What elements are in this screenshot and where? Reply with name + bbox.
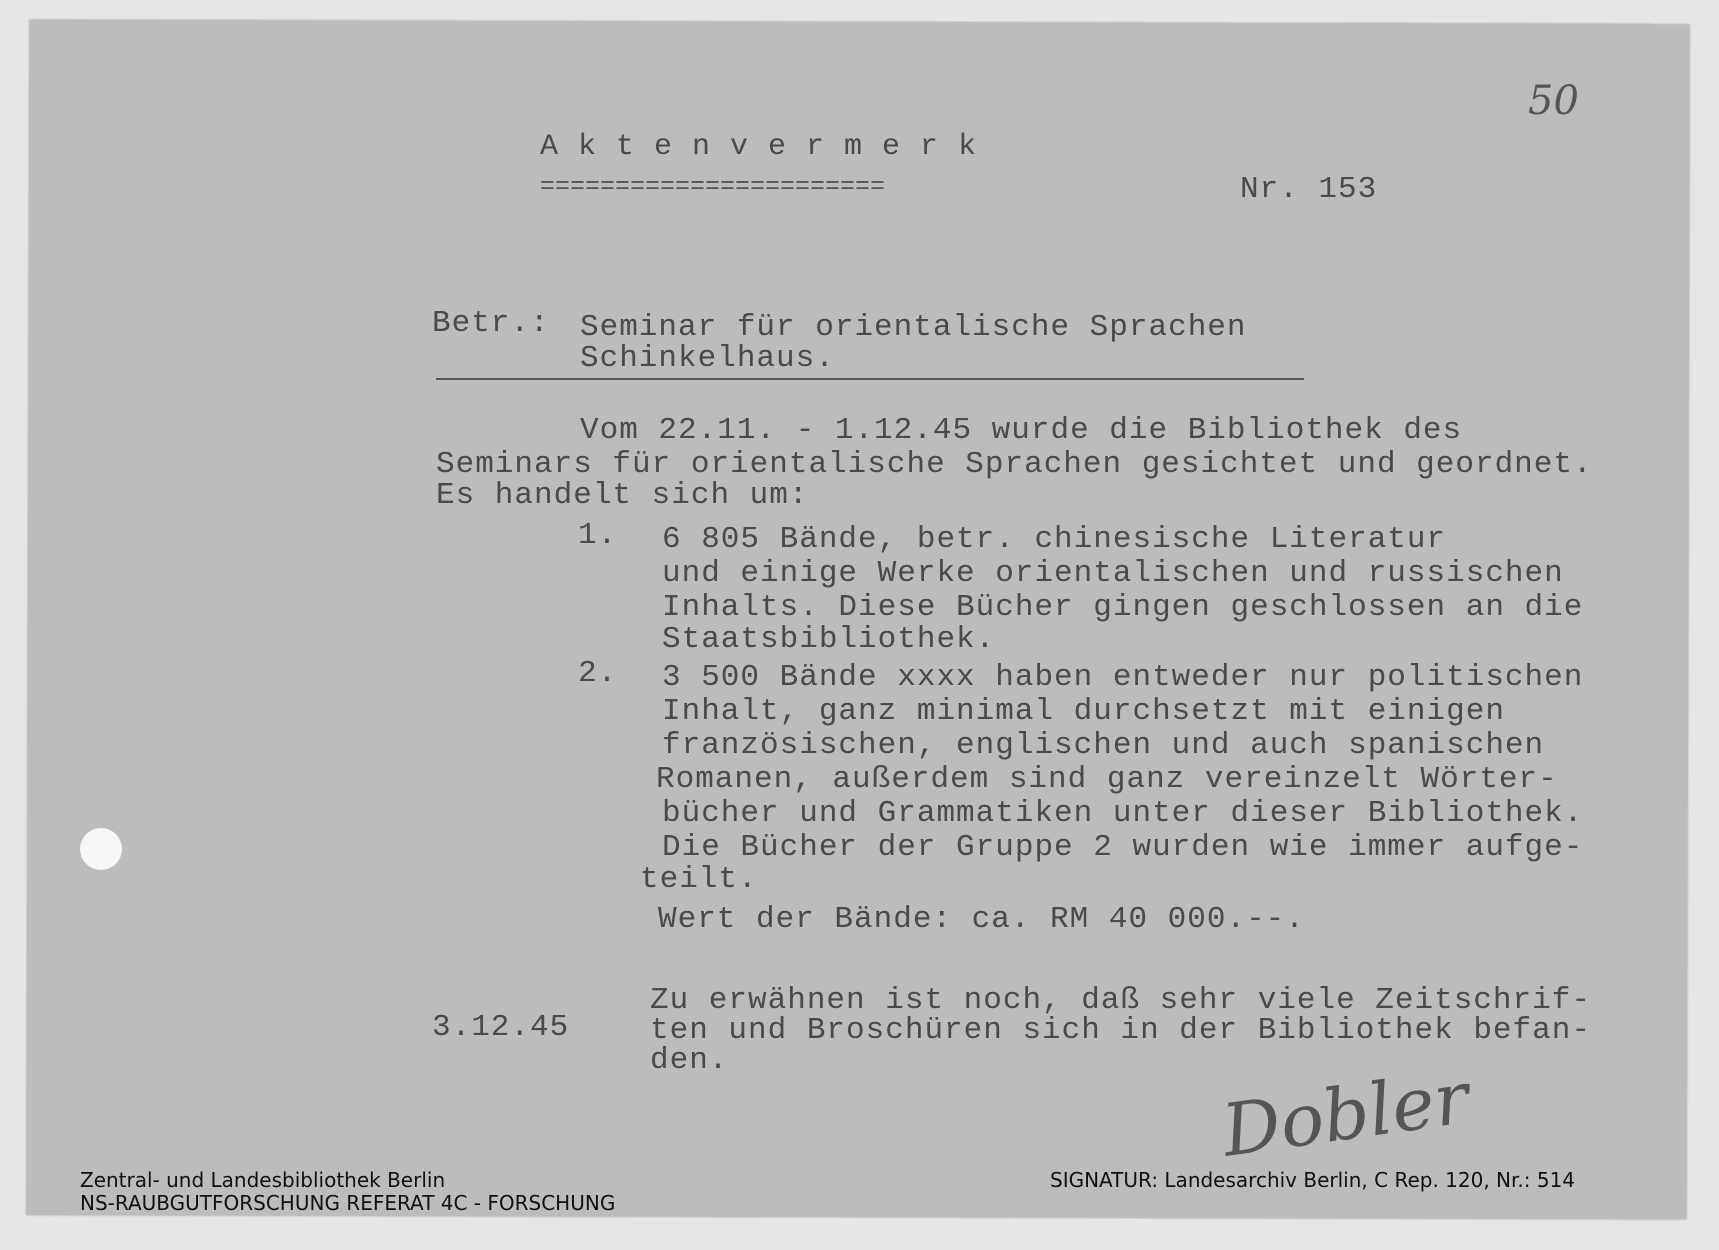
item-2-line: französischen, englischen und auch spanischen	[662, 728, 1545, 763]
item-2-line: teilt.	[640, 862, 758, 897]
note-line: ten und Broschüren sich in der Bibliothek befan-	[650, 1013, 1591, 1048]
subject-line-2: Schinkelhaus.	[580, 341, 835, 376]
footer-library: Zentral- und Landesbibliothek Berlin	[80, 1168, 446, 1192]
title-double-underline: =======================	[540, 172, 886, 201]
note-date: 3.12.45	[432, 1010, 570, 1045]
item-1-line: 6 805 Bände, betr. chinesische Literatur	[662, 522, 1447, 557]
document-title: A k t e n v e r m e r k	[540, 130, 978, 164]
item-2-line: Die Bücher der Gruppe 2 wurden wie immer aufge-	[662, 830, 1584, 865]
item-1-line: und einige Werke orientalischen und russischen	[662, 556, 1564, 591]
punch-hole	[80, 828, 122, 870]
footer-department: NS-RAUBGUTFORSCHUNG REFERAT 4C - FORSCHUNG	[80, 1191, 616, 1215]
subject-underline	[436, 378, 1304, 380]
signature: Dobler	[1217, 1055, 1474, 1173]
item-2-line: bücher und Grammatiken unter dieser Bibliothek.	[662, 796, 1584, 831]
item-1-line: Inhalts. Diese Bücher gingen geschlossen an die	[662, 590, 1584, 625]
note-line: Zu erwähnen ist noch, daß sehr viele Zeitschrif-	[650, 983, 1591, 1018]
document-number: Nr. 153	[1240, 172, 1378, 207]
item-2-line: Romanen, außerdem sind ganz vereinzelt Wörter-	[656, 762, 1558, 797]
item-1-number: 1.	[578, 518, 618, 553]
item-2-number: 2.	[578, 656, 618, 691]
intro-line-3: Es handelt sich um:	[436, 478, 809, 513]
item-2-value: Wert der Bände: ca. RM 40 000.--.	[658, 902, 1305, 937]
handwritten-page-number: 50	[1528, 78, 1579, 124]
footer-signature-ref: SIGNATUR: Landesarchiv Berlin, C Rep. 120, Nr.: 514	[1050, 1168, 1576, 1192]
item-2-line: Inhalt, ganz minimal durchsetzt mit einigen	[662, 694, 1505, 729]
intro-line-2: Seminars für orientalische Sprachen gesichtet und geordnet.	[436, 447, 1593, 482]
item-1-line: Staatsbibliothek.	[662, 622, 996, 657]
subject-label: Betr.:	[432, 306, 550, 341]
item-2-line: 3 500 Bände xxxx haben entweder nur politischen	[662, 660, 1584, 695]
subject-line-1: Seminar für orientalische Sprachen	[580, 310, 1247, 345]
intro-line-1: Vom 22.11. - 1.12.45 wurde die Bibliothek des	[580, 413, 1463, 448]
note-line: den.	[650, 1043, 729, 1078]
